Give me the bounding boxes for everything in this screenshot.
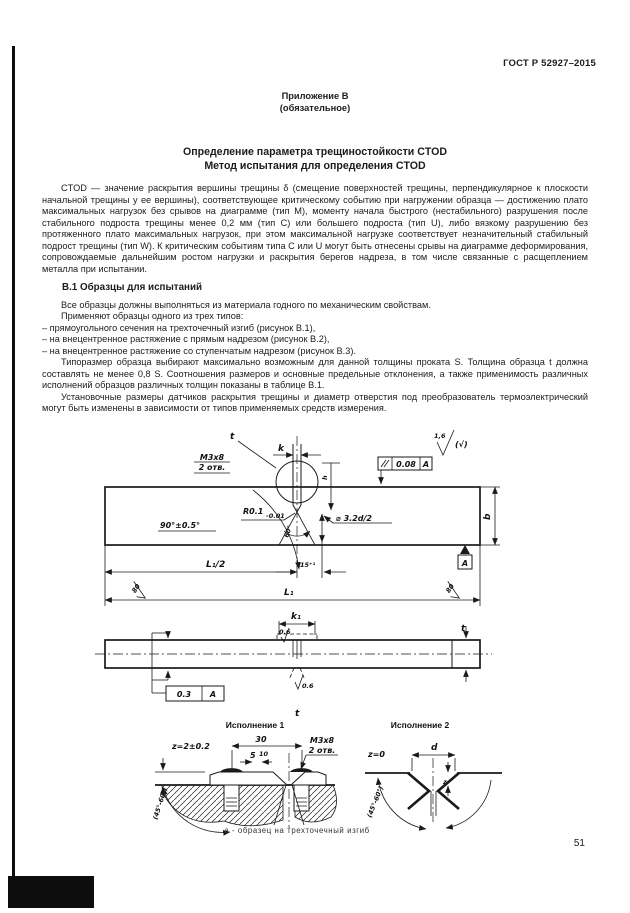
page-title [0,146,630,173]
paragraph: Применяют образцы одного из трех типов: [61,311,244,321]
scan-corner-block [8,876,94,908]
dim-t-leader: t [230,432,235,442]
dim-d: d [431,743,438,753]
body-text [42,183,588,415]
parallelism-value: 0.08 [396,460,416,469]
paragraph: Установочные размеры датчиков раскрытия трещины и диаметр отверстия под преобразователь термоэлектрический могут быть изменены в зависимости от типов применяемых средств измерения. [42,391,588,413]
list-item: – на внецентренное растяжение со ступенчатым надрезом (рисунок В.3). [42,345,356,356]
section-b1-heading: В.1 Образцы для испытаний [62,282,203,293]
dim-l-half: L₁/2 [206,560,226,570]
paragraph: Типоразмер образца выбирают максимально возможным для данной толщины проката S. Толщина образца t должна составлять не менее 0,8 S. Соотношения размеров и основные предельные отклонения, а также применимость различных исполнений образцов различных толщин показаны в таблице В.1. [42,357,588,390]
version2-label: Исполнение 2 [390,720,450,730]
dim-15: 15⁺¹ [300,561,316,569]
dim-l1: L₁ [284,588,294,598]
intro-paragraph: CTOD — значение раскрытия вершины трещины δ (смещение поверхностей трещины, перпендикулярное к плоскости начальной трещины у ее вершины), соответствующее критическому событию при нагружении образца — достижению плато максимальных нагрузок без срывов на диаграмме (тип М), моменту начала быстрого (нестабильного) разрушения после стабильного подроста трещины менее 0,2 мм (тип С) или большего подроста (тип U), либо вязкому разрушению без протяженного плато максимальных нагрузок, при этом максимальной нагрузке соответствует незначительный стабильный подрост трещины (тип W). К критическим событиям типа С или U могут быть отнесены срывы на диаграмме деформирования, сопровождаемые дальнейшим ростом нагрузки и раскрытия берегов надреза, в том числе связанные с расщеплением металла при испытании. [42,183,588,274]
list-item: – на внецентренное растяжение с прямым надрезом (рисунок В.2), [42,334,330,344]
thread-label-detail: М3х8 [309,736,335,745]
roughness-80-left [127,581,149,601]
roughness-80-right [441,581,463,601]
parallelism-datum: А [422,460,430,469]
dim-k1: k₁ [291,612,301,622]
hole-dia-label: ⌀ 3.2d/2 [336,514,372,523]
detail-version-1 [151,720,338,832]
svg-text:80: 80 [444,582,456,595]
title-line2: Метод испытания для определения CTOD [204,159,426,172]
dim-k: k [278,444,284,454]
radius-tolerance: -0.01 [266,512,285,520]
page-number: 51 [573,838,585,849]
angle-60-label: 60° [282,524,295,539]
thread-holes-label: 2 отв. [198,463,226,472]
parallelism-tolerance-frame [378,457,432,484]
dim-30: 30 [255,735,267,744]
datum-a-flag [458,545,472,569]
radius-label: R0.1 [243,507,264,516]
annex-heading [0,90,630,114]
angle-45-60-right: (45°-60°) [365,784,386,819]
figure-caption: а - образец на трехточечный изгиб [224,826,370,835]
standard-number: ГОСТ Р 52927–2015 [503,58,596,69]
dim-z: z [443,778,447,786]
dim-5: 5 [250,751,256,760]
svg-text:80: 80 [130,582,142,595]
dim-t-side: t [461,624,466,634]
datum-a-letter: А [461,559,469,568]
thread-label: М3х8 [199,453,225,462]
angle-45-60-left: (45°-60°) [151,786,170,821]
z0-label: z=0 [368,750,385,759]
tolerance-datum: А [209,690,217,699]
dim-t-small: t [295,709,300,719]
roughness-mark-main [434,430,468,455]
roughness-rest: (√) [455,440,468,449]
dim-b: b [483,513,493,520]
thread-holes-detail: 2 отв. [308,746,336,755]
front-view [105,430,500,606]
detail-version-2 [365,720,502,829]
side-view [95,612,492,719]
annex-line1: Приложение В [281,91,349,101]
title-line1: Определение параметра трещиностойкости CTOD [182,146,448,158]
list-item: – прямоугольного сечения на трехточечный изгиб (рисунок В.1), [42,322,316,333]
paragraph: Все образцы должны выполняться из материала годного по механическим свойствам. [61,299,431,310]
svg-text:0.6: 0.6 [302,682,314,690]
dim-10: 10 [259,750,269,758]
dim-h: h [321,475,329,480]
roughness-value: 1,6 [434,432,446,440]
version1-label: Исполнение 1 [225,720,285,730]
tolerance-value: 0.3 [176,690,192,699]
svg-text:0.6: 0.6 [279,628,291,636]
roughness-06-bottom [295,675,314,690]
symmetry-tolerance-frame [166,686,224,701]
figure-b1-drawing [0,428,630,840]
z2-label: z=2±0.2 [172,742,210,751]
angle-90-label: 90°±0.5° [160,521,201,530]
annex-line2: (обязательное) [279,103,351,113]
